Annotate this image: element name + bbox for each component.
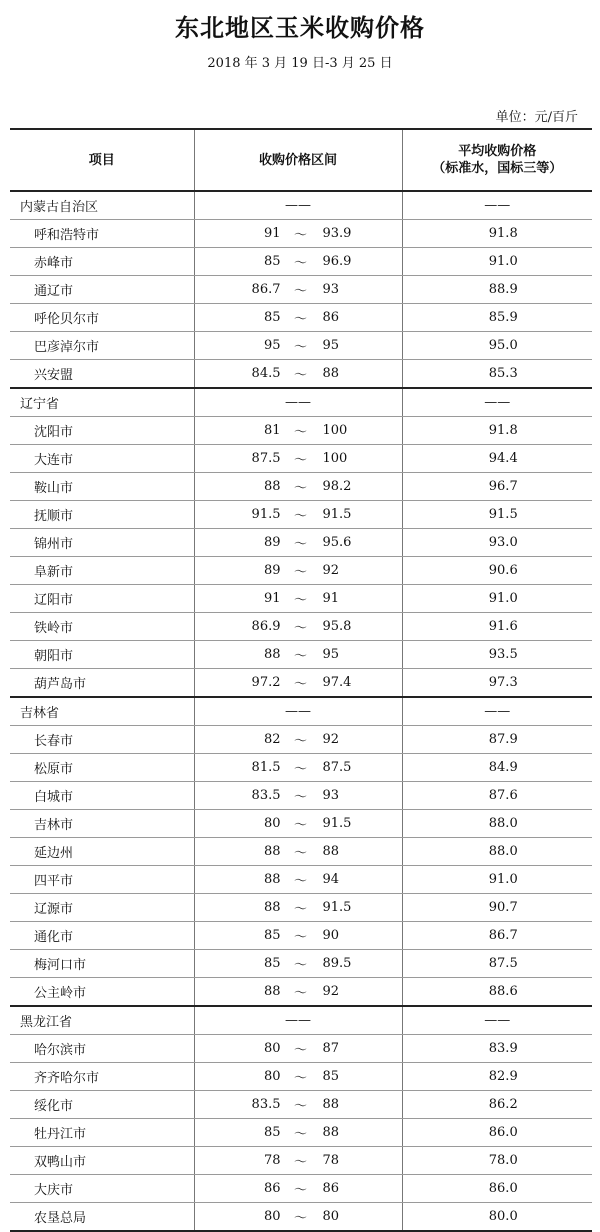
price-range xyxy=(195,950,402,977)
price-low: 88 xyxy=(263,984,281,999)
price-range xyxy=(195,473,402,500)
range-tilde: ～ xyxy=(293,958,307,973)
city-name: 牡丹江市 xyxy=(10,1119,194,1147)
price-range-cell xyxy=(194,810,402,838)
price-high: 93 xyxy=(322,788,340,803)
price-range xyxy=(195,613,402,640)
range-separator: —— xyxy=(194,388,402,417)
price-low: 83.5 xyxy=(251,788,281,803)
avg-price: 96.7 xyxy=(402,473,592,501)
price-low: 95 xyxy=(263,338,281,353)
range-tilde: ～ xyxy=(293,818,307,833)
price-low: 91 xyxy=(263,591,281,606)
avg-price: 93.0 xyxy=(402,529,592,557)
price-range xyxy=(195,726,402,753)
range-tilde: ～ xyxy=(293,1099,307,1114)
price-range xyxy=(195,276,402,303)
price-low: 88 xyxy=(263,479,281,494)
city-name: 农垦总局 xyxy=(10,1203,194,1232)
price-high: 88 xyxy=(322,844,340,859)
price-high: 97.4 xyxy=(322,675,352,690)
price-range-cell xyxy=(194,1063,402,1091)
city-name: 公主岭市 xyxy=(10,978,194,1007)
price-low: 89 xyxy=(263,563,281,578)
table-row xyxy=(10,754,592,782)
price-range-cell xyxy=(194,754,402,782)
city-name: 大庆市 xyxy=(10,1175,194,1203)
avg-price: 86.2 xyxy=(402,1091,592,1119)
avg-price: 88.0 xyxy=(402,810,592,838)
avg-price: 82.9 xyxy=(402,1063,592,1091)
price-low: 91 xyxy=(263,226,281,241)
table-row xyxy=(10,1147,592,1175)
avg-price: 86.0 xyxy=(402,1119,592,1147)
table-row xyxy=(10,613,592,641)
avg-price: 80.0 xyxy=(402,1203,592,1232)
city-name: 沈阳市 xyxy=(10,417,194,445)
price-high: 93.9 xyxy=(322,226,352,241)
range-tilde: ～ xyxy=(293,509,307,524)
price-range-cell xyxy=(194,473,402,501)
price-high: 88 xyxy=(322,1125,340,1140)
price-range-cell xyxy=(194,894,402,922)
region-name: 吉林省 xyxy=(10,697,194,726)
price-range-cell xyxy=(194,782,402,810)
city-name: 通辽市 xyxy=(10,276,194,304)
city-name: 兴安盟 xyxy=(10,360,194,389)
price-low: 85 xyxy=(263,1125,281,1140)
avg-price: 91.0 xyxy=(402,866,592,894)
city-name: 葫芦岛市 xyxy=(10,669,194,698)
price-range-cell xyxy=(194,950,402,978)
price-high: 86 xyxy=(322,1181,340,1196)
table-row xyxy=(10,1203,592,1232)
city-name: 通化市 xyxy=(10,922,194,950)
range-separator: —— xyxy=(194,191,402,220)
price-high: 86 xyxy=(322,310,340,325)
price-range xyxy=(195,1147,402,1174)
table-row xyxy=(10,1091,592,1119)
price-range-cell xyxy=(194,726,402,754)
table-row xyxy=(10,304,592,332)
price-range xyxy=(195,810,402,837)
price-range-cell xyxy=(194,1091,402,1119)
city-name: 梅河口市 xyxy=(10,950,194,978)
price-high: 95 xyxy=(322,647,340,662)
price-range xyxy=(195,894,402,921)
range-tilde: ～ xyxy=(293,1183,307,1198)
city-name: 朝阳市 xyxy=(10,641,194,669)
unit-label: 单位：元/百斤 xyxy=(495,110,578,125)
price-low: 88 xyxy=(263,900,281,915)
avg-price: 91.5 xyxy=(402,501,592,529)
price-high: 96.9 xyxy=(322,254,352,269)
city-name: 松原市 xyxy=(10,754,194,782)
range-tilde: ～ xyxy=(293,762,307,777)
price-high: 95 xyxy=(322,338,340,353)
range-tilde: ～ xyxy=(293,846,307,861)
price-range xyxy=(195,360,402,387)
table-row xyxy=(10,1175,592,1203)
price-range xyxy=(195,304,402,331)
price-low: 80 xyxy=(263,816,281,831)
price-range xyxy=(195,1203,402,1230)
price-high: 85 xyxy=(322,1069,340,1084)
table-row xyxy=(10,557,592,585)
city-name: 双鸭山市 xyxy=(10,1147,194,1175)
table-row xyxy=(10,978,592,1007)
price-range-cell xyxy=(194,304,402,332)
table-row xyxy=(10,1035,592,1063)
price-low: 86.7 xyxy=(251,282,281,297)
avg-price: 86.7 xyxy=(402,922,592,950)
region-name: 内蒙古自治区 xyxy=(10,191,194,220)
table-row xyxy=(10,950,592,978)
price-high: 95.8 xyxy=(322,619,352,634)
range-tilde: ～ xyxy=(293,425,307,440)
city-name: 铁岭市 xyxy=(10,613,194,641)
city-name: 阜新市 xyxy=(10,557,194,585)
region-row xyxy=(10,388,592,417)
price-range xyxy=(195,978,402,1005)
city-name: 齐齐哈尔市 xyxy=(10,1063,194,1091)
city-name: 长春市 xyxy=(10,726,194,754)
avg-price: 91.6 xyxy=(402,613,592,641)
price-range-cell xyxy=(194,529,402,557)
price-low: 88 xyxy=(263,647,281,662)
price-range-cell xyxy=(194,220,402,248)
price-high: 80 xyxy=(322,1209,340,1224)
range-tilde: ～ xyxy=(293,256,307,271)
price-low: 85 xyxy=(263,928,281,943)
table-header xyxy=(10,129,592,191)
price-high: 100 xyxy=(322,451,348,466)
region-row xyxy=(10,1006,592,1035)
city-name: 呼和浩特市 xyxy=(10,220,194,248)
table-row xyxy=(10,473,592,501)
price-range xyxy=(195,782,402,809)
avg-price: 91.8 xyxy=(402,417,592,445)
price-range xyxy=(195,220,402,247)
price-range-cell xyxy=(194,922,402,950)
price-high: 90 xyxy=(322,928,340,943)
city-name: 辽源市 xyxy=(10,894,194,922)
price-low: 78 xyxy=(263,1153,281,1168)
table-row xyxy=(10,641,592,669)
price-high: 91.5 xyxy=(322,816,352,831)
price-low: 86 xyxy=(263,1181,281,1196)
price-range-cell xyxy=(194,248,402,276)
range-tilde: ～ xyxy=(293,228,307,243)
price-high: 88 xyxy=(322,1097,340,1112)
price-range xyxy=(195,529,402,556)
price-range-cell xyxy=(194,838,402,866)
city-name: 鞍山市 xyxy=(10,473,194,501)
avg-price: 85.9 xyxy=(402,304,592,332)
price-range xyxy=(195,585,402,612)
price-range-cell xyxy=(194,557,402,585)
range-separator: —— xyxy=(194,697,402,726)
price-low: 80 xyxy=(263,1041,281,1056)
table-row xyxy=(10,220,592,248)
range-tilde: ～ xyxy=(293,368,307,383)
avg-price: 91.8 xyxy=(402,220,592,248)
city-name: 大连市 xyxy=(10,445,194,473)
price-low: 81.5 xyxy=(251,760,281,775)
header-avg-line2: （标准水，国标三等） xyxy=(432,161,563,176)
range-tilde: ～ xyxy=(293,902,307,917)
table-row xyxy=(10,669,592,698)
price-low: 80 xyxy=(263,1209,281,1224)
city-name: 辽阳市 xyxy=(10,585,194,613)
avg-price: 93.5 xyxy=(402,641,592,669)
table-body xyxy=(10,191,592,1231)
range-tilde: ～ xyxy=(293,649,307,664)
table-row xyxy=(10,838,592,866)
avg-price: 91.0 xyxy=(402,248,592,276)
price-high: 92 xyxy=(322,984,340,999)
city-name: 呼伦贝尔市 xyxy=(10,304,194,332)
range-tilde: ～ xyxy=(293,312,307,327)
price-range xyxy=(195,1119,402,1146)
price-high: 92 xyxy=(322,732,340,747)
price-range xyxy=(195,1063,402,1090)
city-name: 锦州市 xyxy=(10,529,194,557)
range-tilde: ～ xyxy=(293,986,307,1001)
price-range xyxy=(195,248,402,275)
price-range xyxy=(195,754,402,781)
avg-price: 95.0 xyxy=(402,332,592,360)
price-range-cell xyxy=(194,276,402,304)
price-high: 91 xyxy=(322,591,340,606)
price-range-cell xyxy=(194,1175,402,1203)
avg-separator: —— xyxy=(402,191,592,220)
price-low: 82 xyxy=(263,732,281,747)
price-high: 93 xyxy=(322,282,340,297)
price-high: 87 xyxy=(322,1041,340,1056)
range-tilde: ～ xyxy=(293,1043,307,1058)
range-tilde: ～ xyxy=(293,621,307,636)
price-low: 85 xyxy=(263,310,281,325)
city-name: 白城市 xyxy=(10,782,194,810)
avg-price: 88.9 xyxy=(402,276,592,304)
price-low: 84.5 xyxy=(251,366,281,381)
price-range xyxy=(195,1035,402,1062)
price-range xyxy=(195,866,402,893)
city-name: 巴彦淖尔市 xyxy=(10,332,194,360)
table-row xyxy=(10,501,592,529)
price-range-cell xyxy=(194,866,402,894)
header-range: 收购价格区间 xyxy=(194,129,402,191)
price-range xyxy=(195,445,402,472)
price-low: 91.5 xyxy=(251,507,281,522)
price-range-cell xyxy=(194,360,402,389)
region-name: 辽宁省 xyxy=(10,388,194,417)
range-tilde: ～ xyxy=(293,565,307,580)
avg-price: 88.6 xyxy=(402,978,592,1007)
table-row xyxy=(10,248,592,276)
price-low: 97.2 xyxy=(251,675,281,690)
table-row xyxy=(10,866,592,894)
table-row xyxy=(10,360,592,389)
city-name: 赤峰市 xyxy=(10,248,194,276)
header-avg xyxy=(402,129,592,191)
range-tilde: ～ xyxy=(293,537,307,552)
avg-separator: —— xyxy=(402,697,592,726)
price-high: 98.2 xyxy=(322,479,352,494)
price-range-cell xyxy=(194,669,402,698)
avg-price: 87.9 xyxy=(402,726,592,754)
range-tilde: ～ xyxy=(293,734,307,749)
avg-price: 84.9 xyxy=(402,754,592,782)
avg-price: 90.6 xyxy=(402,557,592,585)
header-item: 项目 xyxy=(10,129,194,191)
range-tilde: ～ xyxy=(293,481,307,496)
table-row xyxy=(10,894,592,922)
range-tilde: ～ xyxy=(293,677,307,692)
price-low: 85 xyxy=(263,254,281,269)
table-row xyxy=(10,445,592,473)
table-row xyxy=(10,585,592,613)
price-range-cell xyxy=(194,332,402,360)
price-high: 78 xyxy=(322,1153,340,1168)
avg-price: 97.3 xyxy=(402,669,592,698)
price-range-cell xyxy=(194,978,402,1007)
avg-price: 87.6 xyxy=(402,782,592,810)
price-range xyxy=(195,641,402,668)
price-range-cell xyxy=(194,641,402,669)
avg-price: 88.0 xyxy=(402,838,592,866)
range-tilde: ～ xyxy=(293,930,307,945)
avg-price: 83.9 xyxy=(402,1035,592,1063)
range-tilde: ～ xyxy=(293,284,307,299)
table-row xyxy=(10,1063,592,1091)
price-range-cell xyxy=(194,1035,402,1063)
price-range xyxy=(195,838,402,865)
avg-separator: —— xyxy=(402,1006,592,1035)
price-low: 87.5 xyxy=(251,451,281,466)
range-tilde: ～ xyxy=(293,1211,307,1226)
price-low: 88 xyxy=(263,872,281,887)
region-row xyxy=(10,191,592,220)
price-range-cell xyxy=(194,501,402,529)
price-low: 81 xyxy=(263,423,281,438)
price-range xyxy=(195,1175,402,1202)
price-low: 86.9 xyxy=(251,619,281,634)
table-row xyxy=(10,922,592,950)
price-low: 85 xyxy=(263,956,281,971)
avg-price: 85.3 xyxy=(402,360,592,389)
price-range xyxy=(195,1091,402,1118)
range-tilde: ～ xyxy=(293,340,307,355)
price-range-cell xyxy=(194,445,402,473)
price-range xyxy=(195,501,402,528)
table-row xyxy=(10,417,592,445)
price-high: 94 xyxy=(322,872,340,887)
city-name: 哈尔滨市 xyxy=(10,1035,194,1063)
city-name: 绥化市 xyxy=(10,1091,194,1119)
avg-separator: —— xyxy=(402,388,592,417)
table-row xyxy=(10,529,592,557)
city-name: 延边州 xyxy=(10,838,194,866)
city-name: 抚顺市 xyxy=(10,501,194,529)
table-row xyxy=(10,332,592,360)
price-high: 88 xyxy=(322,366,340,381)
range-tilde: ～ xyxy=(293,593,307,608)
price-range xyxy=(195,557,402,584)
price-range-cell xyxy=(194,417,402,445)
region-row xyxy=(10,697,592,726)
price-high: 95.6 xyxy=(322,535,352,550)
range-tilde: ～ xyxy=(293,453,307,468)
table-row xyxy=(10,810,592,838)
city-name: 吉林市 xyxy=(10,810,194,838)
region-name: 黑龙江省 xyxy=(10,1006,194,1035)
price-high: 87.5 xyxy=(322,760,352,775)
range-tilde: ～ xyxy=(293,1127,307,1142)
price-range xyxy=(195,922,402,949)
page-title: 东北地区玉米收购价格 xyxy=(175,14,425,42)
date-range: 2018 年 3 月 19 日-3 月 25 日 xyxy=(207,56,393,71)
price-range-cell xyxy=(194,613,402,641)
price-range-cell xyxy=(194,1119,402,1147)
price-high: 91.5 xyxy=(322,507,352,522)
table-row xyxy=(10,782,592,810)
price-high: 100 xyxy=(322,423,348,438)
price-table xyxy=(10,128,592,1232)
avg-price: 91.0 xyxy=(402,585,592,613)
price-high: 89.5 xyxy=(322,956,352,971)
city-name: 四平市 xyxy=(10,866,194,894)
price-range-cell xyxy=(194,1203,402,1232)
range-tilde: ～ xyxy=(293,1155,307,1170)
range-tilde: ～ xyxy=(293,1071,307,1086)
table-row xyxy=(10,726,592,754)
price-range xyxy=(195,332,402,359)
price-high: 92 xyxy=(322,563,340,578)
price-high: 91.5 xyxy=(322,900,352,915)
table-row xyxy=(10,1119,592,1147)
price-low: 80 xyxy=(263,1069,281,1084)
range-separator: —— xyxy=(194,1006,402,1035)
price-low: 88 xyxy=(263,844,281,859)
price-low: 83.5 xyxy=(251,1097,281,1112)
avg-price: 90.7 xyxy=(402,894,592,922)
price-range xyxy=(195,417,402,444)
avg-price: 87.5 xyxy=(402,950,592,978)
range-tilde: ～ xyxy=(293,790,307,805)
header-avg-line1: 平均收购价格 xyxy=(458,144,537,159)
price-range xyxy=(195,669,402,696)
price-range-cell xyxy=(194,1147,402,1175)
range-tilde: ～ xyxy=(293,874,307,889)
price-range-cell xyxy=(194,585,402,613)
avg-price: 78.0 xyxy=(402,1147,592,1175)
table-row xyxy=(10,276,592,304)
price-low: 89 xyxy=(263,535,281,550)
avg-price: 86.0 xyxy=(402,1175,592,1203)
avg-price: 94.4 xyxy=(402,445,592,473)
